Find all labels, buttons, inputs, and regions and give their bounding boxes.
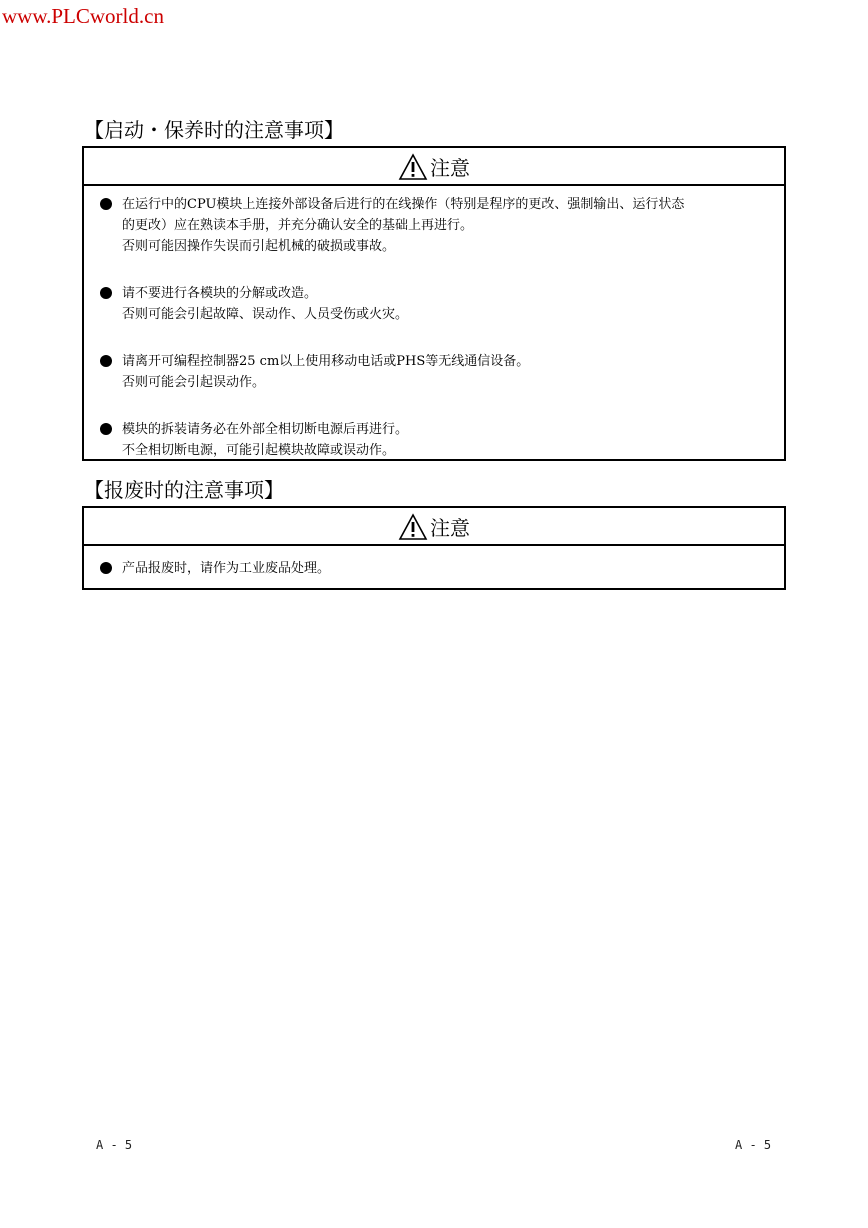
bullet-icon bbox=[100, 287, 112, 299]
caution-item-line: 不全相切断电源，可能引起模块故障或误动作。 bbox=[122, 443, 396, 458]
caution-label: 注意 bbox=[430, 515, 470, 540]
caution-item bbox=[100, 283, 772, 325]
section-title-startup-maintenance: 【启动・保养时的注意事项】 bbox=[84, 118, 344, 142]
caution-item-line: 的更改）应在熟读本手册，并充分确认安全的基础上再进行。 bbox=[122, 218, 474, 233]
bullet-icon bbox=[100, 355, 112, 367]
caution-item bbox=[100, 194, 772, 257]
caution-header bbox=[84, 148, 784, 186]
page-number-left: A - 5 bbox=[96, 1138, 133, 1152]
warning-triangle-icon bbox=[398, 513, 428, 541]
caution-box-disposal bbox=[82, 506, 786, 590]
caution-header bbox=[84, 508, 784, 546]
caution-item-list bbox=[84, 186, 784, 461]
caution-item-list bbox=[84, 546, 784, 579]
caution-item-line: 请离开可编程控制器25 cm以上使用移动电话或PHS等无线通信设备。 bbox=[122, 354, 530, 369]
caution-item-line: 在运行中的CPU模块上连接外部设备后进行的在线操作（特别是程序的更改、强制输出、运行状态 bbox=[122, 197, 685, 212]
caution-item-line: 否则可能因操作失误而引起机械的破损或事故。 bbox=[122, 239, 396, 254]
bullet-icon bbox=[100, 198, 112, 210]
watermark-url: www.PLCworld.cn bbox=[2, 4, 164, 28]
caution-item-line: 否则可能会引起故障、误动作、人员受伤或火灾。 bbox=[122, 307, 409, 322]
caution-item-line: 模块的拆装请务必在外部全相切断电源后再进行。 bbox=[122, 422, 409, 437]
caution-item bbox=[100, 351, 772, 393]
caution-item bbox=[100, 419, 772, 461]
section-title-disposal: 【报废时的注意事项】 bbox=[84, 478, 284, 502]
bullet-icon bbox=[100, 423, 112, 435]
caution-label: 注意 bbox=[430, 155, 470, 180]
caution-item-line: 产品报废时，请作为工业废品处理。 bbox=[122, 561, 331, 576]
caution-item-line: 否则可能会引起误动作。 bbox=[122, 375, 266, 390]
page-number-right: A - 5 bbox=[735, 1138, 772, 1152]
warning-triangle-icon bbox=[398, 153, 428, 181]
caution-box-startup-maintenance bbox=[82, 146, 786, 461]
caution-item-line: 请不要进行各模块的分解或改造。 bbox=[122, 286, 318, 301]
bullet-icon bbox=[100, 562, 112, 574]
caution-item bbox=[100, 558, 772, 579]
